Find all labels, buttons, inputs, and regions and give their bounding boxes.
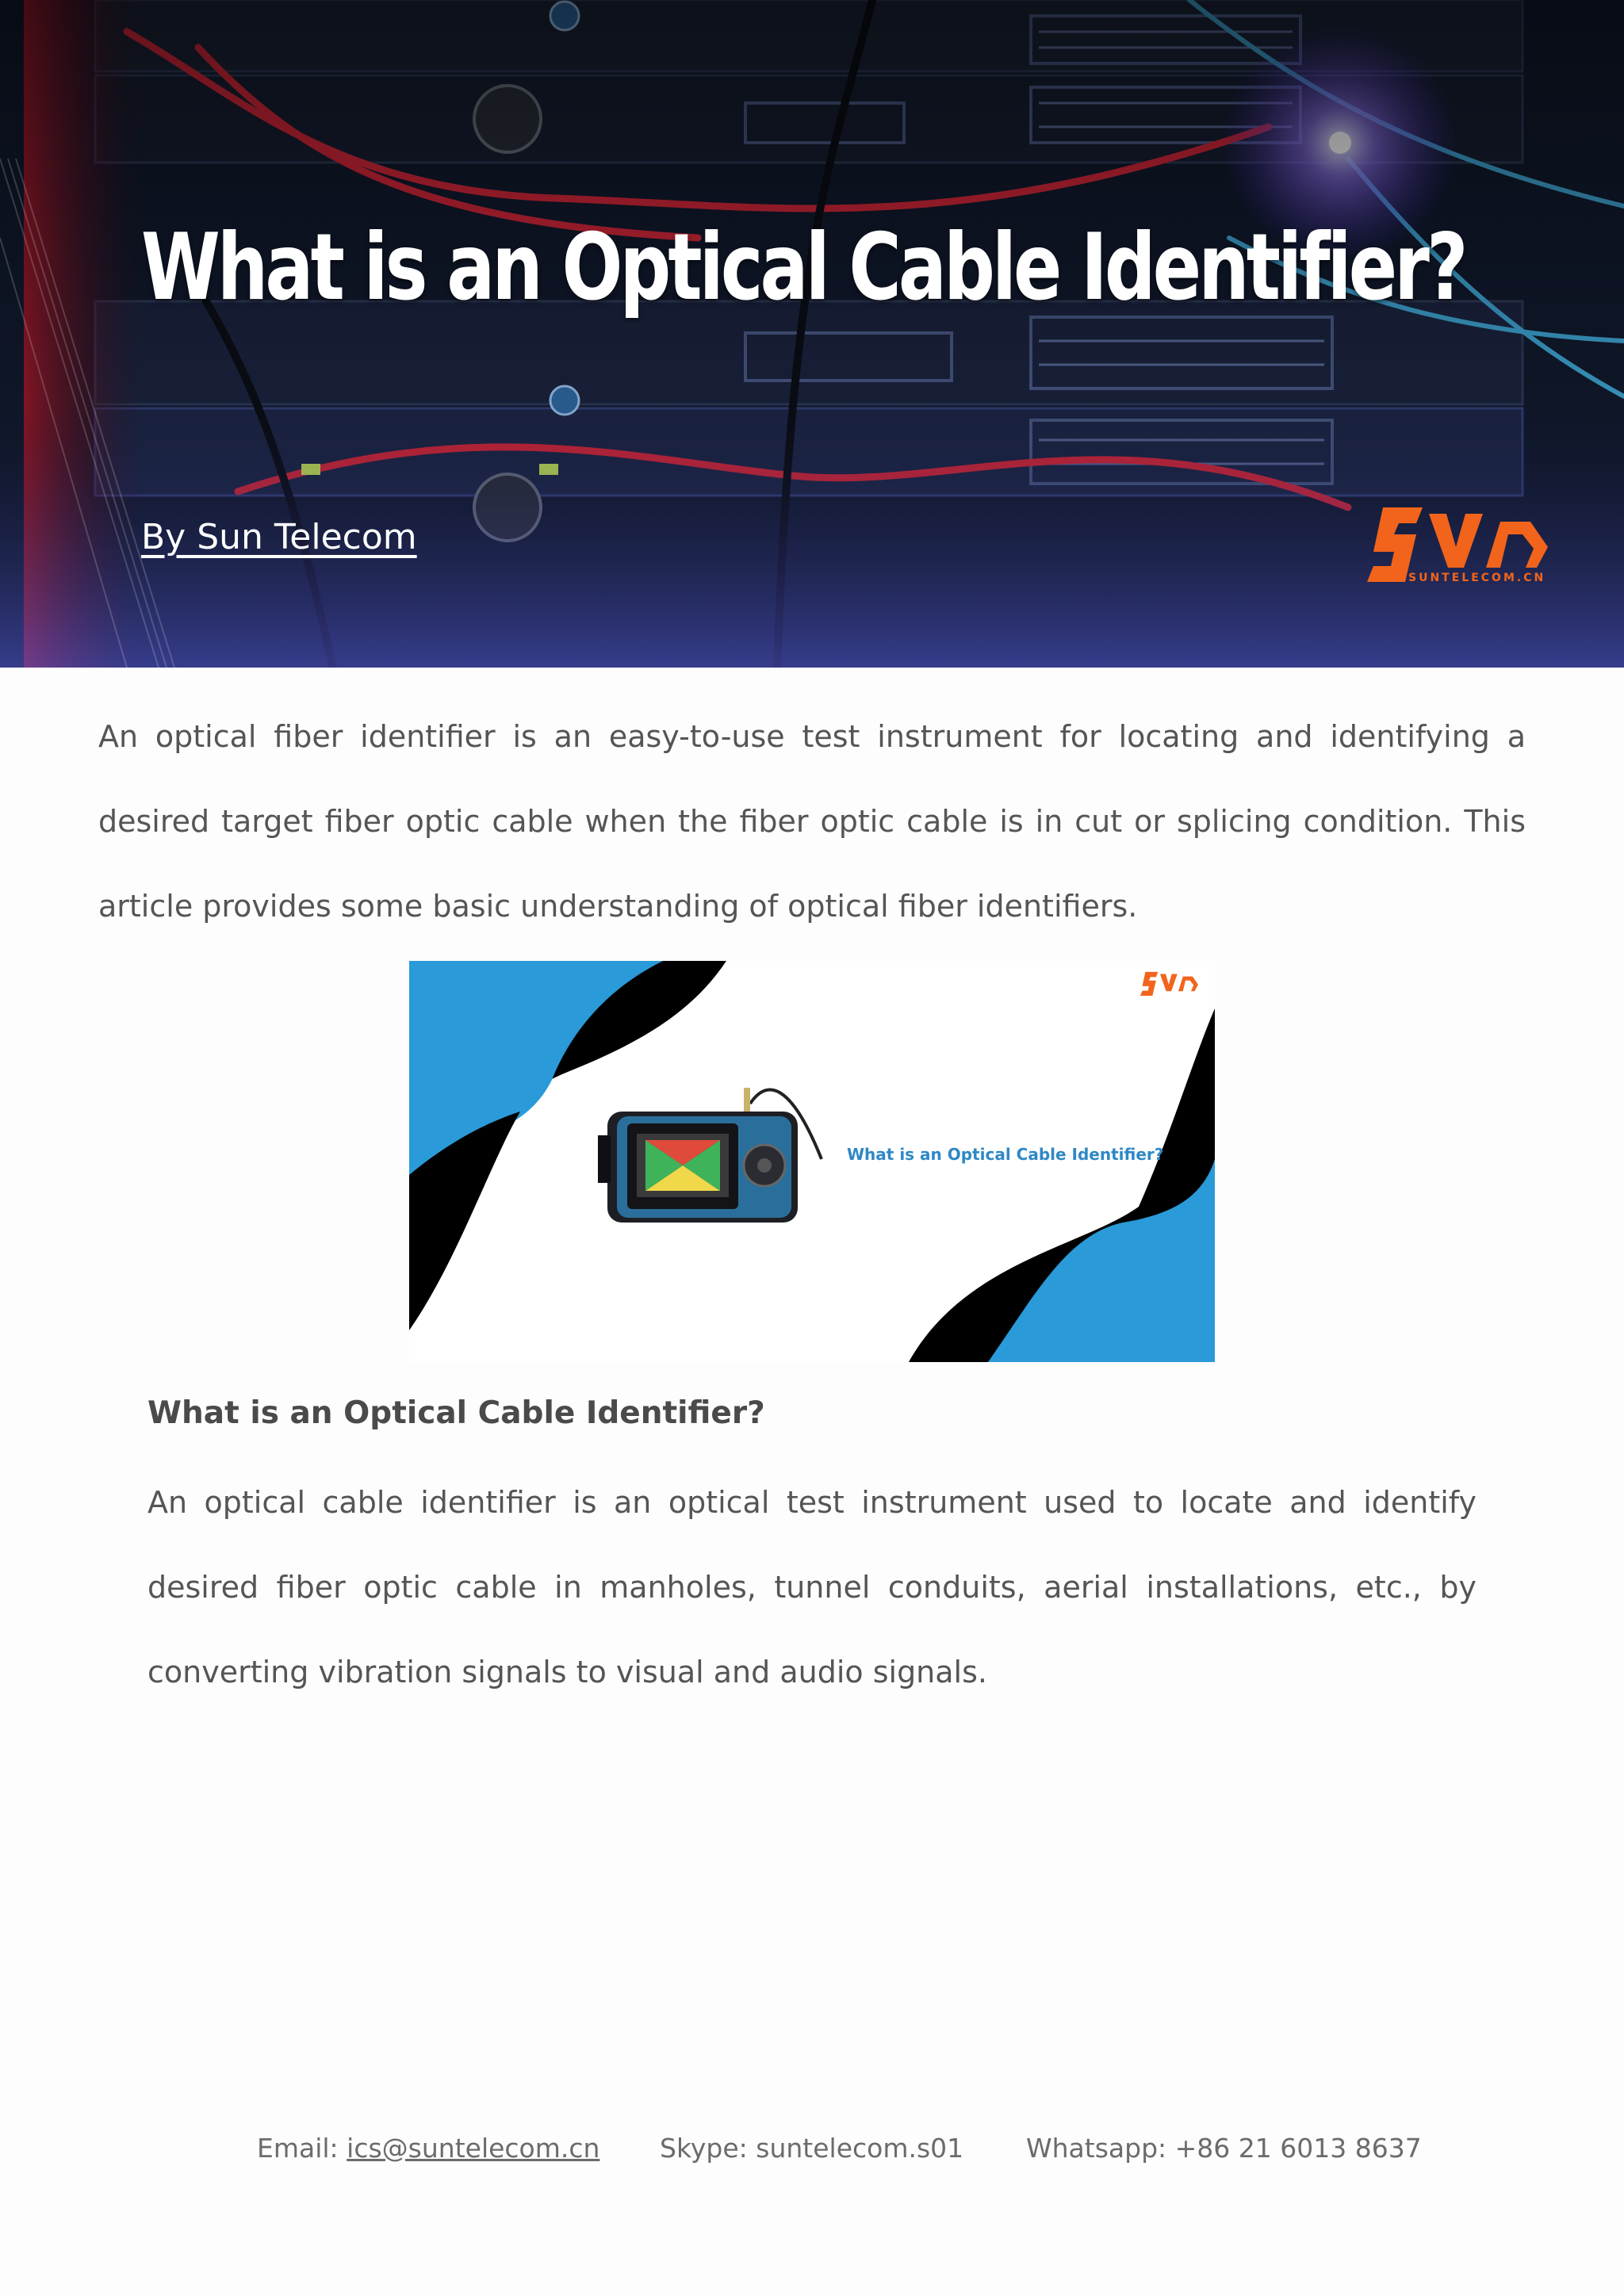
page-title: What is an Optical Cable Identifier? <box>141 214 1465 321</box>
article-figure <box>409 961 1215 1362</box>
intro-paragraph: An optical fiber identifier is an easy-to-use test instrument for locating and identifying a desired target fiber optic cable when the fiber optic cable is in cut or splicing condition. This article provides some basic understanding of optical fiber identifiers. <box>98 719 1526 924</box>
author-link[interactable]: By Sun Telecom <box>141 517 417 557</box>
section-paragraph: An optical cable identifier is an optical test instrument used to locate and identify desired fiber optic cable in manholes, tunnel conduits, aerial installations, etc., by converting vibration signals to visual and audio signals. <box>147 1485 1477 1689</box>
footer-skype: Skype: suntelecom.s01 <box>660 2133 964 2164</box>
contact-footer <box>0 2133 1624 2164</box>
footer-email <box>257 2133 599 2164</box>
footer-email-label: Email: <box>257 2133 347 2164</box>
logo-wordmark: SUNTELECOM.CN <box>1408 572 1546 584</box>
email-link[interactable]: ics@suntelecom.cn <box>347 2133 600 2164</box>
section-heading: What is an Optical Cable Identifier? <box>147 1395 765 1431</box>
figure-caption: What is an Optical Cable Identifier? <box>847 1145 1164 1164</box>
hero-banner <box>0 0 1624 668</box>
footer-whatsapp: Whatsapp: +86 21 6013 8637 <box>1026 2133 1422 2164</box>
